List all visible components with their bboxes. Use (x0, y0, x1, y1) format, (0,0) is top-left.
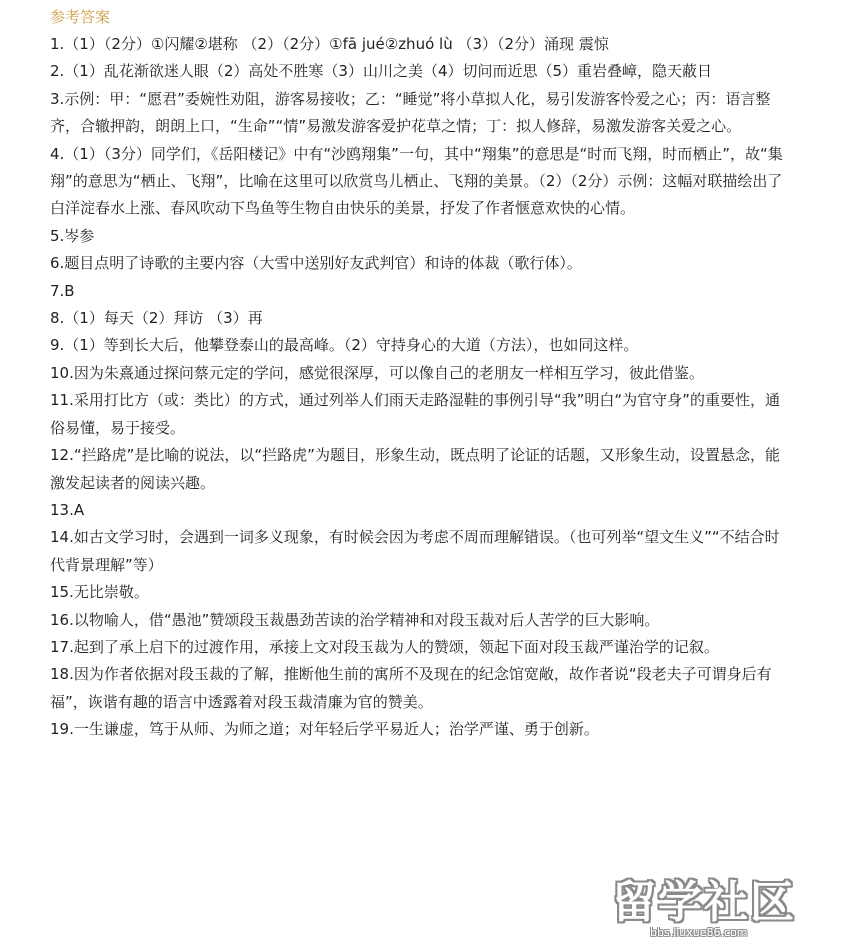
answer-item-8: 8.（1）每天（2）拜访 （3）再 (50, 309, 263, 328)
answer-item-3: 3.示例：甲：“愿君”委婉性劝阻，游客易接收；乙：“睡觉”将小草拟人化，易引发游客怜爱之心；丙：语言整齐，合辙押韵，朗朗上口，“生命”“情”易激发游客爱护花草之情；丁：拟人修辞，易激发游客关爱之心。 (50, 89, 771, 136)
answer-item-18: 18.因为作者依据对段玉裁的了解，推断他生前的寓所不及现在的纪念馆宽敞，故作者说“段老夫子可谓身后有福”，诙谐有趣的语言中透露着对段玉裁清廉为官的赞美。 (50, 665, 772, 711)
answers-list (50, 31, 790, 744)
watermark-logo-text: 留学社区 (612, 877, 796, 928)
answer-item-5: 5.岑参 (50, 226, 95, 245)
answer-item-11: 11.采用打比方（或：类比）的方式，通过列举人们雨天走路湿鞋的事例引导“我”明白“为官守身”的重要性，通俗易懂，易于接受。 (50, 391, 780, 437)
answer-item-2: 2.（1）乱花渐欲迷人眼（2）高处不胜寒（3）山川之美（4）切问而近思（5）重岩叠嶂，隐天蔽日 (50, 62, 713, 81)
answer-item-12: 12.“拦路虎”是比喻的说法，以“拦路虎”为题目，形象生动，既点明了论证的话题，又形象生动，设置悬念，能激发起读者的阅读兴趣。 (50, 446, 780, 492)
answer-item-13: 13.A (50, 500, 85, 519)
answer-item-6: 6.题目点明了诗歌的主要内容（大雪中送别好友武判官）和诗的体裁（歌行体）。 (50, 254, 582, 273)
answer-item-1: 1.（1）（2分）①闪耀②堪称 （2）（2分）①fā jué②zhuó lù （3）（2分）涌现 震惊 (50, 35, 609, 53)
answer-item-10: 10.因为朱熹通过探问蔡元定的学问，感觉很深厚，可以像自己的老朋友一样相互学习，彼此借鉴。 (50, 363, 704, 382)
answer-item-14: 14.如古文学习时，会遇到一词多义现象，有时候会因为考虑不周而理解错误。（也可列举“望文生义”“不结合时代背景理解”等） (50, 528, 780, 574)
answer-item-16: 16.以物喻人，借“愚池”赞颂段玉裁愚劲苦读的治学精神和对段玉裁对后人苦学的巨大影响。 (50, 610, 660, 629)
site-watermark (606, 878, 836, 942)
answer-item-19: 19.一生谦虚，笃于从师、为师之道；对年轻后学平易近人；治学严谨、勇于创新。 (50, 720, 599, 739)
answer-item-4: 4.（1）（3分）同学们，《岳阳楼记》中有“沙鸥翔集”一句，其中“翔集”的意思是“时而飞翔，时而栖止”，故“集翔”的意思为“栖止、飞翔”，比喻在这里可以欣赏鸟儿栖止、飞翔的美景。（2）（2分）示例：这幅对联描绘出了白洋淀春水上涨、春风吹动下鸟鱼等生物自由快乐的美景，抒发了作者惬意欢快的心情。 (50, 144, 783, 218)
answer-item-15: 15.无比崇敬。 (50, 583, 149, 602)
answer-item-17: 17.起到了承上启下的过渡作用，承接上文对段玉裁为人的赞颂，领起下面对段玉裁严谨治学的记叙。 (50, 637, 719, 656)
answer-item-9: 9.（1）等到长大后，他攀登泰山的最高峰。（2）守持身心的大道（方法），也如同这样。 (50, 336, 639, 355)
answer-item-7: 7.B (50, 281, 75, 300)
watermark-url: bbs.liuxue86.com (650, 926, 748, 939)
answer-document (50, 6, 790, 744)
answers-heading: 参考答案 (50, 8, 111, 26)
